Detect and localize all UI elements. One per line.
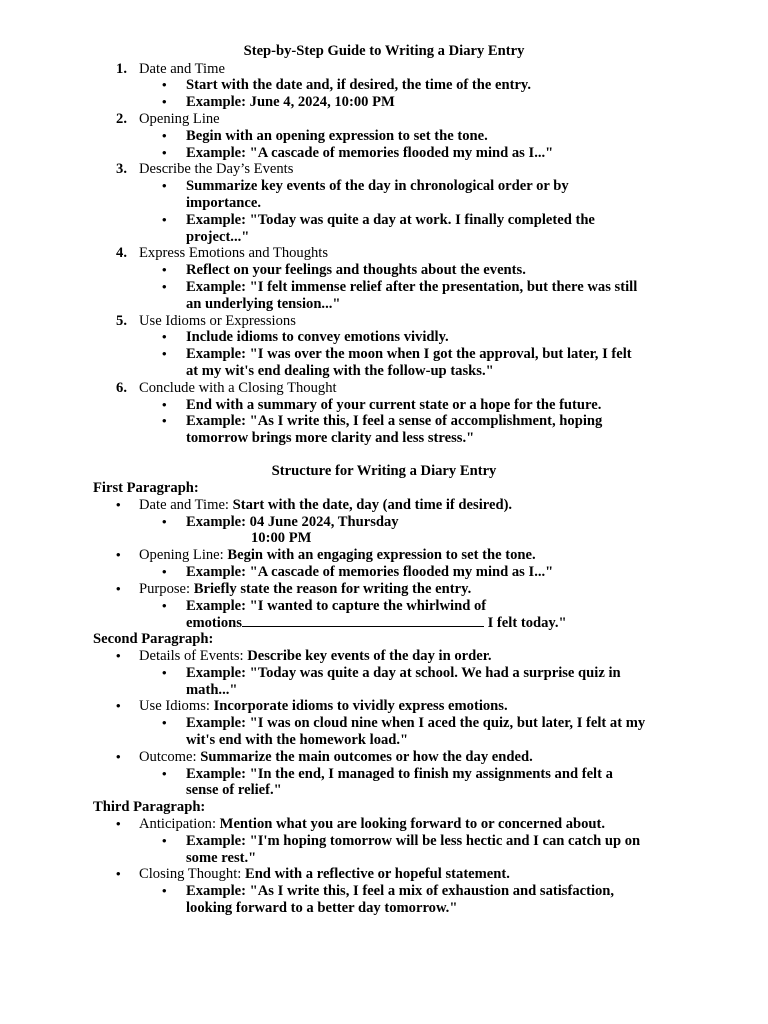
bullet-dot: • (162, 211, 167, 227)
guide-title: Step-by-Step Guide to Writing a Diary Entry (243, 43, 525, 59)
structure-title: Structure for Writing a Diary Entry (271, 463, 497, 479)
step-example: Example: "I was over the moon when I got the approval, but later, I felt (186, 346, 632, 363)
purpose-example: Example: "I wanted to capture the whirlwind of (186, 598, 487, 614)
bullet-dot: • (162, 77, 167, 93)
opening-line-example: Example: "A cascade of memories flooded my mind as I..." (186, 564, 554, 580)
step-instruction: importance. (186, 194, 261, 211)
bullet-dot: • (116, 547, 121, 562)
second-paragraph-heading: Second Paragraph: (93, 631, 214, 647)
bullet-dot: • (116, 866, 121, 881)
bullet-dot: • (162, 715, 167, 730)
bullet-dot: • (162, 329, 167, 345)
closing-thought-item: Closing Thought: End with a reflective or hopeful statement. (139, 866, 510, 882)
details-of-events-item: Details of Events: Describe key events of the day in order. (139, 648, 492, 664)
fill-in-blank (242, 614, 484, 627)
first-paragraph-heading: First Paragraph: (93, 480, 199, 496)
step-number: 5. (116, 312, 127, 329)
bullet-dot: • (162, 598, 167, 613)
purpose-item: Purpose: Briefly state the reason for writing the entry. (139, 581, 472, 597)
outcome-example: Example: "In the end, I managed to finish my assignments and felt a (186, 766, 613, 782)
bullet-dot: • (162, 262, 167, 278)
date-time-example: Example: 04 June 2024, Thursday (186, 514, 399, 530)
step-instruction: Include idioms to convey emotions vividly. (186, 329, 449, 346)
bullet-dot: • (162, 178, 167, 194)
idioms-example: Example: "I was on cloud nine when I aced the quiz, but later, I felt at my (186, 715, 646, 731)
step-example: Example: "A cascade of memories flooded my mind as I..." (186, 144, 554, 161)
date-time-item: Date and Time: Start with the date, day (and time if desired). (139, 497, 513, 513)
step-example: at my wit's end dealing with the follow-up tasks." (186, 362, 494, 379)
use-idioms-item: Use Idioms: Incorporate idioms to vividly express emotions. (139, 698, 508, 714)
bullet-dot: • (162, 396, 167, 412)
bullet-dot: • (116, 497, 121, 512)
bullet-dot: • (162, 665, 167, 680)
step-example: Example: June 4, 2024, 10:00 PM (186, 94, 395, 111)
step-heading: Express Emotions and Thoughts (139, 245, 329, 262)
idioms-example-continued: wit's end with the homework load." (186, 732, 409, 748)
closing-thought-example: Example: "As I write this, I feel a mix of exhaustion and satisfaction, (186, 883, 615, 899)
bullet-dot: • (116, 816, 121, 831)
third-paragraph-heading: Third Paragraph: (93, 799, 206, 815)
details-example-continued: math..." (186, 682, 238, 698)
anticipation-example: Example: "I'm hoping tomorrow will be less hectic and I can catch up on (186, 833, 641, 849)
step-example: Example: "Today was quite a day at work. I finally completed the (186, 211, 595, 228)
step-heading: Use Idioms or Expressions (139, 312, 296, 329)
anticipation-example-continued: some rest." (186, 850, 257, 866)
bullet-dot: • (162, 883, 167, 898)
step-number: 3. (116, 161, 127, 178)
step-instruction: Reflect on your feelings and thoughts about the events. (186, 262, 526, 279)
step-heading: Opening Line (139, 110, 220, 127)
bullet-dot: • (162, 346, 167, 362)
closing-thought-example-continued: looking forward to a better day tomorrow." (186, 900, 458, 916)
bullet-dot: • (162, 127, 167, 143)
step-example: project..." (186, 228, 250, 245)
bullet-dot: • (162, 144, 167, 160)
anticipation-item: Anticipation: Mention what you are looking forward to or concerned about. (139, 816, 606, 832)
step-number: 4. (116, 245, 127, 262)
step-heading: Conclude with a Closing Thought (139, 379, 337, 396)
details-example: Example: "Today was quite a day at school. We had a surprise quiz in (186, 665, 621, 681)
step-number: 6. (116, 379, 127, 396)
bullet-dot: • (162, 413, 167, 429)
bullet-dot: • (116, 648, 121, 663)
bullet-dot: • (116, 749, 121, 764)
bullet-dot: • (162, 833, 167, 848)
step-instruction: Begin with an opening expression to set the tone. (186, 127, 488, 144)
bullet-dot: • (116, 581, 121, 596)
bullet-dot: • (116, 698, 121, 713)
step-number: 2. (116, 110, 127, 127)
outcome-example-continued: sense of relief." (186, 782, 282, 798)
step-example: tomorrow brings more clarity and less stress." (186, 430, 475, 447)
opening-line-item: Opening Line: Begin with an engaging expression to set the tone. (139, 547, 536, 563)
step-heading: Describe the Day’s Events (139, 161, 294, 178)
step-example: Example: "As I write this, I feel a sense of accomplishment, hoping (186, 413, 603, 430)
bullet-dot: • (162, 766, 167, 781)
purpose-example-continued: emotions I felt today." (186, 615, 567, 631)
step-example: Example: "I felt immense relief after the presentation, but there was still (186, 278, 638, 295)
step-heading: Date and Time (139, 60, 225, 77)
outcome-item: Outcome: Summarize the main outcomes or how the day ended. (139, 749, 533, 765)
step-instruction: Summarize key events of the day in chronological order or by (186, 178, 569, 195)
step-number: 1. (116, 60, 127, 77)
date-time-example-time: 10:00 PM (251, 530, 312, 546)
bullet-dot: • (162, 94, 167, 110)
bullet-dot: • (162, 514, 167, 529)
bullet-dot: • (162, 564, 167, 579)
bullet-dot: • (162, 278, 167, 294)
step-example: an underlying tension..." (186, 295, 341, 312)
step-instruction: Start with the date and, if desired, the time of the entry. (186, 77, 532, 94)
step-instruction: End with a summary of your current state or a hope for the future. (186, 396, 602, 413)
